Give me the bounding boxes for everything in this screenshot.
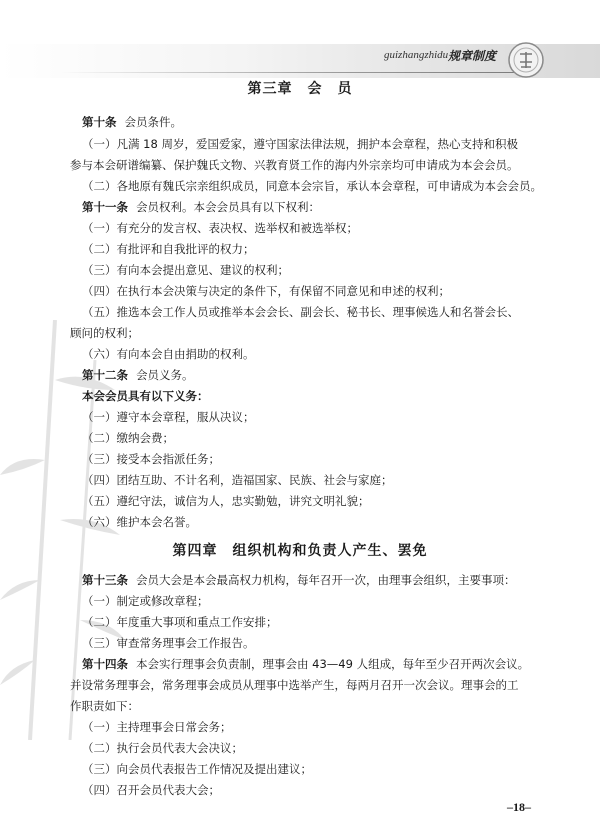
- article-text: （一）凡满 18 周岁，爱国爱家，遵守国家法律法规，拥护本会章程，热心支持和积极: [82, 137, 518, 151]
- article-text: （三）接受本会指派任务；: [82, 452, 220, 466]
- article-text: （二）有批评和自我批评的权力；: [82, 242, 255, 256]
- article-text: （五）遵纪守法，诚信为人，忠实勤勉，讲究文明礼貌；: [82, 494, 370, 508]
- header-pinyin: guizhangzhidu: [384, 49, 449, 61]
- article-text: （三）向会员代表报告工作情况及提出建议；: [82, 762, 312, 776]
- article-text: （三）有向本会提出意见、建议的权利；: [82, 263, 289, 277]
- text-line: [82, 656, 529, 672]
- article-text: 会员条件。: [124, 115, 182, 129]
- text-line: [82, 409, 255, 425]
- article-label: 第十条: [82, 115, 117, 129]
- text-line: [82, 283, 450, 299]
- seal-icon: [506, 40, 546, 80]
- text-line: [82, 782, 220, 798]
- text-line: [82, 719, 232, 735]
- article-text: （四）在执行本会决策与决定的条件下，有保留不同意见和申述的权利；: [82, 284, 450, 298]
- text-line: [82, 472, 393, 488]
- text-line: [82, 241, 255, 257]
- text-line: [82, 493, 370, 509]
- article-text: 作职责如下：: [70, 699, 139, 713]
- text-line: [82, 614, 278, 630]
- article-text: 会员义务。: [136, 368, 194, 382]
- text-line: [82, 220, 358, 236]
- text-line: [82, 178, 542, 194]
- article-text: （二）缴纳会费；: [82, 431, 174, 445]
- text-line: [82, 346, 255, 362]
- article-text: （二）各地原有魏氏宗亲组织成员，同意本会宗旨，承认本会章程，可申请成为本会会员。: [82, 179, 542, 193]
- text-line: [82, 304, 519, 320]
- text-line: [82, 262, 289, 278]
- text-line: [70, 325, 139, 341]
- text-line: [82, 430, 174, 446]
- text-line: [82, 367, 194, 383]
- article-text: （一）制定或修改章程；: [82, 594, 209, 608]
- article-label: 第十一条: [82, 200, 128, 214]
- text-line: [82, 451, 220, 467]
- article-text: （六）有向本会自由捐助的权利。: [82, 347, 255, 361]
- article-text: 会员权利。本会会员具有以下权利：: [136, 200, 320, 214]
- article-text: （一）遵守本会章程，服从决议；: [82, 410, 255, 424]
- article-text: （一）主持理事会日常会务；: [82, 720, 232, 734]
- text-line: [70, 698, 139, 714]
- article-label: 本会会员具有以下义务：: [82, 389, 209, 403]
- text-line: [70, 157, 519, 173]
- page-number: –18–: [507, 800, 531, 814]
- article-text: 本会实行理事会负责制，理事会由 43—49 人组成，每年至少召开两次会议。: [136, 657, 530, 671]
- text-line: [82, 572, 516, 588]
- article-text: （六）维护本会名誉。: [82, 515, 197, 529]
- article-text: （四）召开会员代表大会；: [82, 783, 220, 797]
- article-text: （三）审查常务理事会工作报告。: [82, 636, 255, 650]
- article-text: 顾问的权利；: [70, 326, 139, 340]
- text-line: [82, 114, 182, 130]
- text-line: [82, 388, 217, 404]
- article-label: 第十三条: [82, 573, 128, 587]
- text-line: [82, 199, 320, 215]
- article-text: （五）推选本会工作人员或推举本会会长、副会长、秘书长、理事候选人和名誉会长、: [82, 305, 519, 319]
- article-label: 第十二条: [82, 368, 128, 382]
- text-line: [82, 740, 243, 756]
- text-line: [82, 514, 197, 530]
- text-line: [82, 761, 312, 777]
- text-line: [82, 593, 209, 609]
- header-title: 规章制度: [448, 49, 497, 63]
- text-line: [82, 635, 255, 651]
- article-text: 并设常务理事会，常务理事会成员从理事中选举产生，每两月召开一次会议。理事会的工: [70, 678, 519, 692]
- text-line: [82, 136, 518, 152]
- article-text: 参与本会研谱编纂、保护魏氏文物、兴教育贤工作的海内外宗亲均可申请成为本会会员。: [70, 158, 519, 172]
- article-text: （二）执行会员代表大会决议；: [82, 741, 243, 755]
- article-text: （二）年度重大事项和重点工作安排；: [82, 615, 278, 629]
- header-rule: [60, 72, 530, 73]
- text-line: [70, 677, 519, 693]
- article-label: 第十四条: [82, 657, 128, 671]
- chapter-4-title: 第四章 组织机构和负责人产生、罢免: [172, 543, 428, 559]
- article-text: 会员大会是本会最高权力机构，每年召开一次，由理事会组织，主要事项：: [136, 573, 516, 587]
- article-text: （四）团结互助、不计名利，造福国家、民族、社会与家庭；: [82, 473, 393, 487]
- chapter-3-title: 第三章 会 员: [247, 81, 353, 97]
- article-text: （一）有充分的发言权、表决权、选举权和被选举权；: [82, 221, 358, 235]
